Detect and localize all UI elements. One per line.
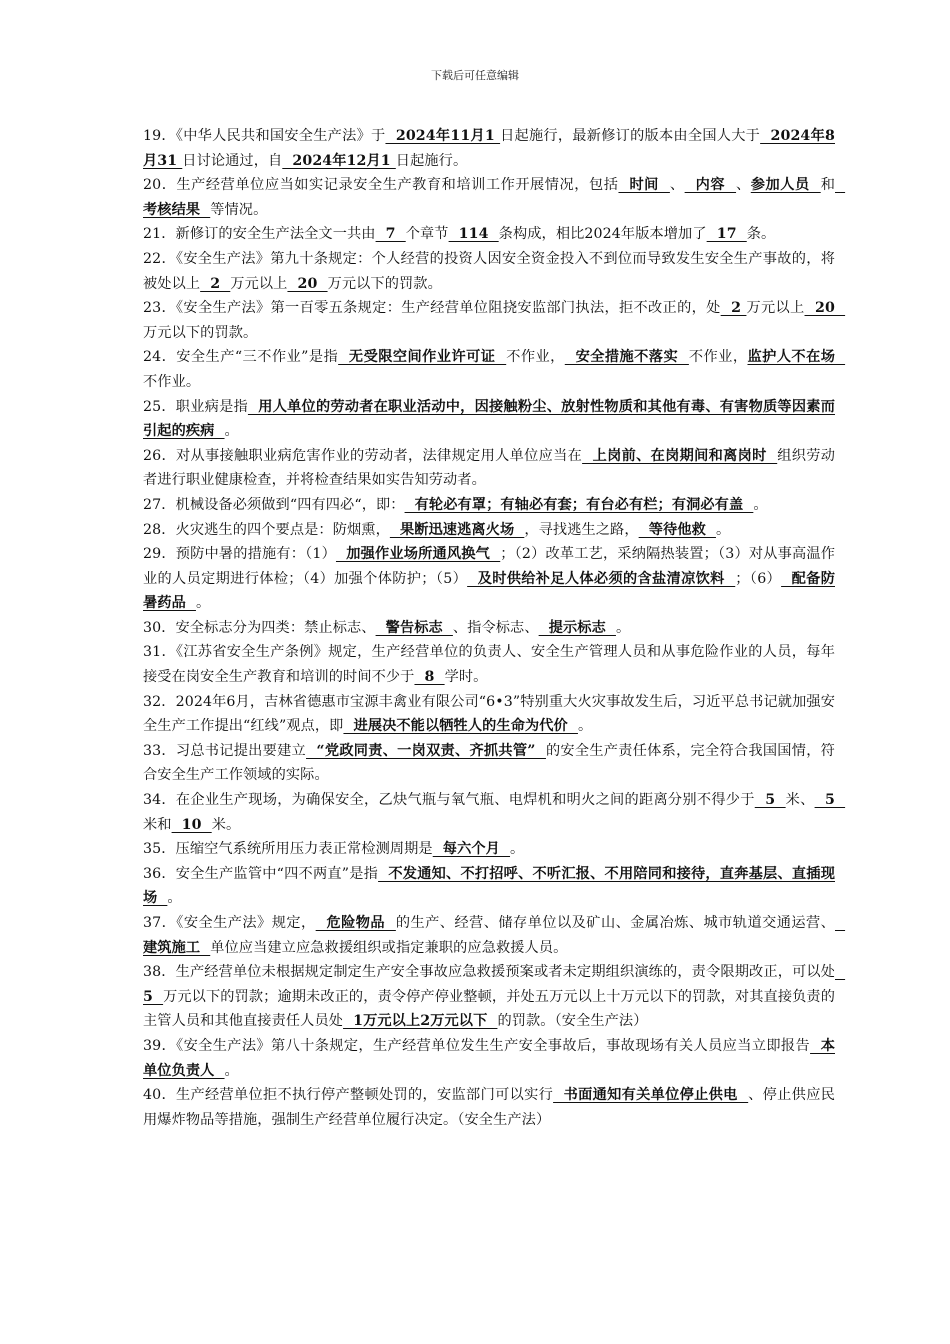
question-text: 米。 (211, 816, 241, 833)
answer-blank: 及时供给补足人体必须的含盐清凉饮料 (467, 570, 736, 587)
question-text: 、 (669, 177, 685, 194)
question-item (143, 690, 835, 739)
question-text: 米和 (143, 816, 172, 833)
question-text: 个章节 (405, 226, 449, 243)
question-text: 万元以上 (230, 275, 288, 292)
question-item (143, 247, 835, 296)
question-text: ；（6） (735, 570, 782, 587)
question-text: 、停止供应民用爆炸物品等措施，强制生产经营单位履行决定。（安全生产法） (143, 1087, 835, 1128)
question-text: 和 (820, 177, 835, 194)
question-text: 26．对从事接触职业病危害作业的劳动者，法律规定用人单位应当在 (143, 447, 583, 464)
question-text: 24．安全生产“三不作业”是指 (143, 349, 339, 366)
question-item (143, 739, 835, 788)
answer-blank: 安全措施不落实 (564, 349, 689, 366)
question-item (143, 444, 835, 493)
question-item (143, 862, 835, 911)
answer-blank: 2024年8月31 (143, 128, 835, 169)
question-text: 35．压缩空气系统所用压力表正常检测周期是 (143, 841, 433, 858)
answer-blank: 加强作业场所通风换气 (335, 546, 501, 563)
answer-blank: 等待他救 (638, 521, 716, 538)
answer-blank: 8 (414, 669, 445, 686)
answer-blank: 建筑施工 (143, 915, 846, 956)
question-text: 。 (224, 423, 239, 440)
question-item (143, 1083, 835, 1132)
question-text: 。 (167, 890, 182, 907)
question-text: 39．《安全生产法》第八十条规定，生产经营单位发生生产安全事故后，事故现场有关人员应当立即报告 (143, 1037, 811, 1054)
question-text: 的安全生产责任体系，完全符合我国国情，符合安全生产工作领域的实际。 (143, 742, 835, 784)
question-text: 万元以下的罚款。 (327, 275, 442, 292)
question-text: ；（2）改革工艺，采纳隔热装置；（3）对从事高温作业的人员定期进行体检；（4）加强个体防护；（5） (143, 546, 836, 587)
question-item (143, 124, 835, 173)
question-text: 29．预防中暑的措施有：（1） (143, 546, 336, 563)
question-text: 单位应当建立应急救援组织或指定兼职的应急救援人员。 (210, 939, 568, 956)
question-text: 22．《安全生产法》第九十条规定：个人经营的投资人因安全资金投入不到位而导致发生安全生产事故的，将被处以上 (143, 250, 835, 292)
answer-blank: 20 (287, 275, 328, 292)
answer-blank: 内容 (684, 177, 737, 194)
answer-blank: 10 (171, 816, 212, 833)
answer-blank: 2 (200, 275, 231, 292)
question-item (143, 960, 846, 1034)
question-text: 不作业， (688, 349, 748, 366)
question-item (143, 616, 835, 641)
answer-blank: 时间 (618, 177, 670, 194)
question-text: 32．2024年6月，吉林省德惠市宝源丰禽业有限公司“6•3”特别重大火灾事故发生后，习近平总书记就加强安全生产工作提出“红线”观点，即 (143, 693, 835, 735)
answer-blank: 参加人员 (750, 177, 821, 194)
question-text: 21．新修订的安全生产法全文一共由 (143, 226, 376, 243)
question-text: 25．职业病是指 (143, 398, 248, 415)
question-text: 。 (510, 841, 525, 858)
answer-blank: 上岗前、在岗期间和离岗时 (582, 447, 778, 464)
answer-blank: 20 (804, 300, 846, 317)
question-text: 28．火灾逃生的四个要点是：防烟熏， (143, 521, 390, 538)
question-item (143, 911, 846, 960)
answer-blank: 114 (448, 226, 499, 243)
answer-blank: 果断迅速逃离火场 (389, 521, 525, 538)
answer-blank: 1万元以上2万元以下 (343, 1013, 498, 1030)
question-item (143, 345, 846, 394)
question-text: 不作业， (506, 349, 565, 366)
answer-blank: 5 (754, 792, 786, 809)
question-item (143, 542, 835, 616)
question-text: 。 (753, 496, 768, 513)
question-text: 万元以上 (746, 300, 805, 317)
answer-blank: 2024年11月1 (385, 128, 501, 144)
answer-blank: 进展决不能以牺牲人的生命为代价 (343, 718, 578, 735)
question-item (143, 837, 835, 862)
answer-blank: “党政同责、一岗双责、齐抓共管” (306, 742, 546, 759)
question-text: 、 (736, 177, 751, 194)
question-text: 40．生产经营单位拒不执行停产整顿处罚的，安监部门可以实行 (143, 1087, 554, 1104)
question-text: 。 (615, 619, 631, 636)
question-text: 31．《江苏省安全生产条例》规定，生产经营单位的负责人、安全生产管理人员和从事危险作业的人员，每年接受在岗安全生产教育和培训的时间不少于 (143, 644, 835, 686)
question-text: 。 (224, 1062, 239, 1079)
question-text: 条构成，相比2024年版本增加了 (498, 226, 707, 243)
answer-blank: 本单位负责人 (143, 1037, 835, 1079)
answer-blank: 5 (143, 964, 846, 1005)
question-item (143, 518, 835, 543)
question-text: 米、 (785, 792, 815, 809)
answer-blank: 书面通知有关单位停止供电 (553, 1087, 749, 1104)
answer-blank: 监护人不在场 (747, 349, 846, 366)
answer-blank: 考核结果 (143, 177, 846, 218)
answer-blank: 无受限空间作业许可证 (338, 349, 507, 366)
answer-blank: 危险物品 (315, 915, 396, 931)
answer-blank: 2 (720, 300, 747, 317)
question-text: 、指令标志、 (452, 619, 539, 636)
question-text: 34．在企业生产现场，为确保安全，乙炔气瓶与氧气瓶、电焊机和明火之间的距离分别不得少于 (143, 792, 755, 809)
question-text: 23．《安全生产法》第一百零五条规定：生产经营单位阻挠安监部门执法，拒不改正的，处 (143, 300, 721, 317)
question-text: 万元以下的罚款。 (143, 324, 258, 341)
answer-blank: 每六个月 (432, 841, 511, 858)
question-text: 38．生产经营单位未根据规定制定生产安全事故应急救援预案或者未定期组织演练的，责令限期改正，可以处 (143, 964, 835, 981)
question-item (143, 222, 835, 247)
question-text: 20．生产经营单位应当如实记录安全生产教育和培训工作开展情况，包括 (143, 177, 619, 194)
answer-blank: 警告标志 (375, 619, 453, 636)
question-text: 万元以下的罚款；逾期未改正的，责令停产停业整顿，并处五万元以上十万元以下的罚款，对其直接负责的主管人员和其他直接责任人员处 (143, 988, 835, 1030)
question-item (143, 296, 846, 345)
question-text: 日讨论通过，自 (182, 152, 283, 169)
answer-blank: 提示标志 (538, 619, 616, 636)
question-text: 33．习总书记提出要建立 (143, 742, 307, 759)
question-item (143, 640, 835, 689)
question-text: 。 (577, 718, 593, 735)
question-text: 19．《中华人民共和国安全生产法》于 (143, 128, 386, 144)
answer-blank: 不发通知、不打招呼、不听汇报、不用陪同和接待，直奔基层、直插现场 (143, 865, 835, 907)
answer-blank: 7 (375, 226, 406, 243)
answer-blank: 5 (814, 792, 846, 809)
question-text: 的生产、经营、储存单位以及矿山、金属冶炼、城市轨道交通运营、 (395, 915, 835, 931)
question-text: 30．安全标志分为四类：禁止标志、 (143, 619, 376, 636)
question-item (143, 395, 835, 444)
question-text: 。 (715, 521, 731, 538)
question-text: 37．《安全生产法》规定， (143, 915, 316, 931)
question-text: 等情况。 (210, 201, 268, 218)
page-header: 下载后可任意编辑 (431, 69, 519, 82)
question-text: 日起施行，最新修订的版本由全国人大于 (500, 128, 761, 144)
question-item (143, 173, 846, 222)
question-text: 。 (195, 595, 211, 612)
question-item (143, 493, 835, 518)
question-text: 学时。 (444, 669, 488, 686)
answer-blank: 配备防暑药品 (143, 570, 835, 612)
question-item (143, 788, 846, 837)
question-text: 日起施行。 (395, 152, 468, 169)
question-text: 的罚款。（安全生产法） (497, 1013, 648, 1030)
question-text: 组织劳动者进行职业健康检查，并将检查结果如实告知劳动者。 (143, 447, 836, 489)
question-text: 不作业。 (143, 373, 201, 390)
answer-blank: 2024年12月1 (282, 152, 396, 169)
question-text: 条。 (746, 226, 776, 243)
answer-blank: 用人单位的劳动者在职业活动中，因接触粉尘、放射性物质和其他有毒、有害物质等因素而引起的疾病 (143, 398, 835, 440)
document-body (143, 124, 846, 1132)
answer-blank: 有轮必有罩；有轴必有套；有台必有栏；有洞必有盖 (404, 496, 754, 513)
question-text: ，寻找逃生之路， (524, 521, 639, 538)
question-text: 27．机械设备必须做到“四有四必“，即： (143, 496, 405, 513)
answer-blank: 17 (706, 226, 747, 243)
question-item (143, 1034, 835, 1083)
question-text: 36．安全生产监管中“四不两直”是指 (143, 865, 379, 882)
